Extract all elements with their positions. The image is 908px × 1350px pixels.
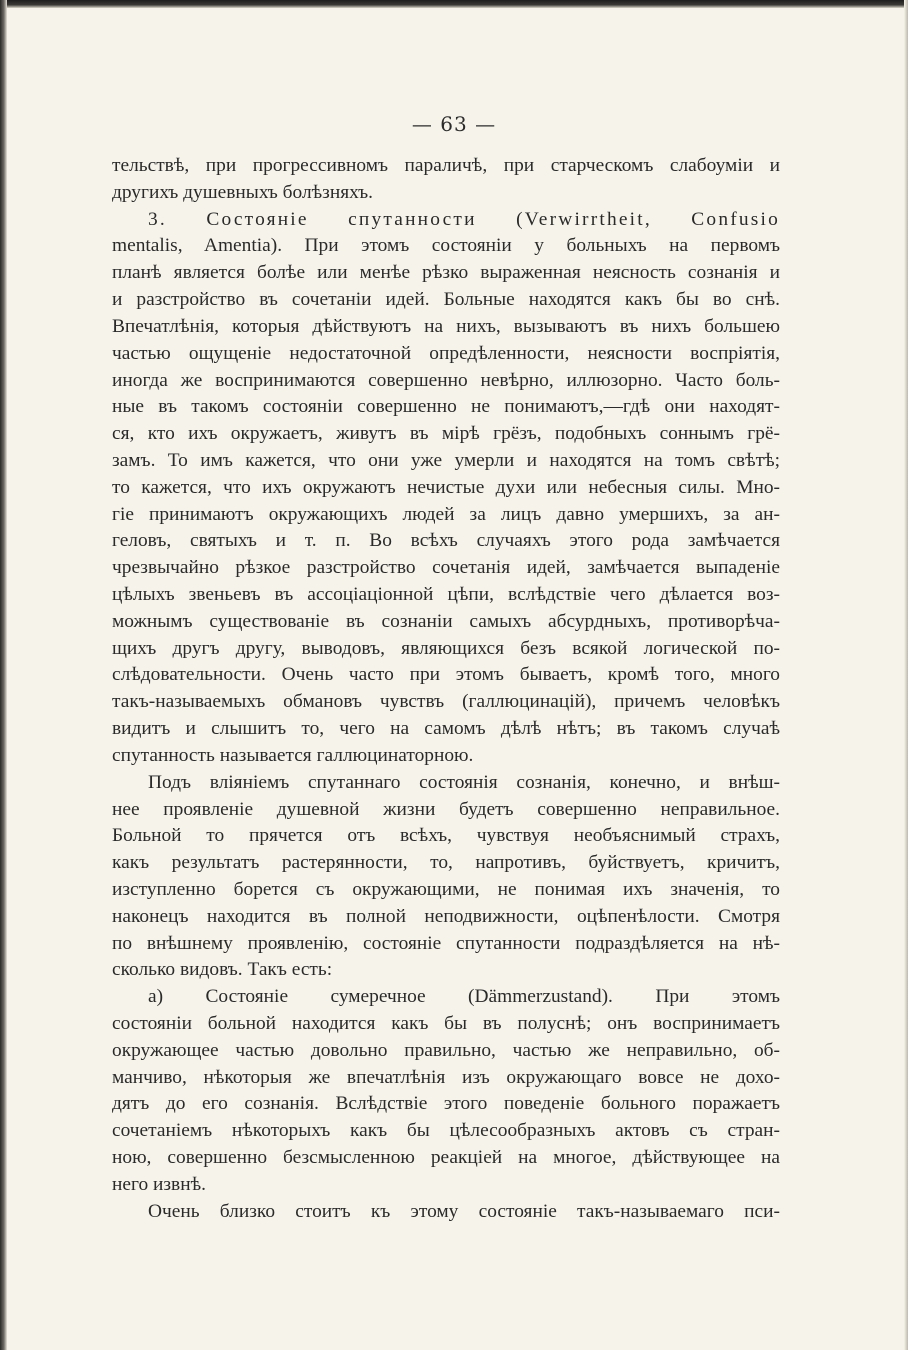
- text-line: замъ. То имъ кажется, что они уже умерли и находятся на томъ свѣтѣ;: [112, 449, 780, 471]
- text-line: частью ощущеніе недостаточной опредѣленности, неясности воспріятія,: [112, 342, 780, 364]
- text-line: Подъ вліяніемъ спутаннаго состоянія сознанія, конечно, и внѣш-: [148, 771, 780, 793]
- subsection-heading-line: а) Состояніе сумеречное (Dämmerzustand). При этомъ: [148, 986, 780, 1008]
- text-line: наконецъ находится въ полной неподвижности, оцѣпенѣлости. Смотря: [112, 905, 780, 927]
- text-line: слѣдовательности. Очень часто при этомъ бываетъ, кромѣ того, много: [112, 664, 780, 686]
- text-line: нее проявленіе душевной жизни будетъ совершенно неправильное.: [112, 798, 780, 820]
- text-line: чрезвычайно рѣзкое разстройство сочетанія идей, замѣчается выпаденіе: [112, 557, 780, 579]
- page-right-edge: [904, 0, 908, 1350]
- text-line: Больной то прячется отъ всѣхъ, чувствуя необъяснимый страхъ,: [112, 825, 780, 847]
- page-number: — 63 —: [411, 112, 497, 136]
- text-line: состояніи больной находится какъ бы въ полуснѣ; онъ воспринимаетъ: [112, 1013, 780, 1034]
- text-line: спутанность называется галлюцинаторною.: [112, 744, 474, 766]
- text-line: другихъ душевныхъ болѣзняхъ.: [112, 181, 373, 203]
- text-line: какъ результатъ растерянности, то, напротивъ, буйствуетъ, кричитъ,: [112, 852, 780, 874]
- text-line: ные въ такомъ состояніи совершенно не понимаютъ,—гдѣ они находят-: [112, 396, 780, 418]
- text-line: Впечатлѣнія, которыя дѣйствуютъ на нихъ, вызываютъ въ нихъ большею: [112, 315, 780, 337]
- text-line: изступленно борется съ окружающими, не понимая ихъ значенія, то: [112, 878, 780, 900]
- section-heading-line: 3. Состояніе спутанности (Verwirrtheit, Confusio: [148, 208, 780, 230]
- text-line: сочетаніемъ нѣкоторыхъ какъ бы цѣлесообразныхъ актовъ съ стран-: [112, 1120, 780, 1142]
- text-line: него извнѣ.: [112, 1173, 206, 1195]
- text-line: Очень близко стоитъ къ этому состояніе такъ-называемаго пси-: [148, 1200, 780, 1222]
- text-line: гіе принимаютъ окружающихъ людей за лицъ давно умершихъ, за ан-: [112, 503, 780, 525]
- text-line: такъ-называемыхъ обмановъ чувствъ (галлюцинацій), причемъ человѣкъ: [112, 691, 780, 713]
- text-line: видитъ и слышитъ то, чего на самомъ дѣлѣ нѣтъ; въ такомъ случаѣ: [112, 718, 780, 740]
- text-line: манчиво, нѣкоторыя же впечатлѣнія изъ окружающаго вовсе не дохо-: [112, 1066, 780, 1088]
- body-text: [112, 153, 780, 1226]
- text-line: и разстройство въ сочетаніи идей. Больные находятся какъ бы во снѣ.: [112, 289, 780, 311]
- text-line: ся, кто ихъ окружаетъ, живутъ въ мірѣ грёзъ, подобныхъ соннымъ грё-: [112, 423, 780, 445]
- text-line: планѣ является болѣе или менѣе рѣзко выраженная неясность сознанія и: [112, 262, 780, 284]
- text-line: цѣлыхъ звеньевъ въ ассоціаціонной цѣпи, вслѣдствіе чего дѣлается воз-: [112, 584, 780, 605]
- text-line: щихъ другъ другу, выводовъ, являющихся безъ всякой логической по-: [112, 637, 780, 659]
- text-line: тельствѣ, при прогрессивномъ параличѣ, при старческомъ слабоуміи и: [112, 155, 780, 176]
- book-binding-edge: [0, 0, 7, 1350]
- text-line: дятъ до его сознанія. Вслѣдствіе этого поведеніе больного поражаетъ: [112, 1093, 780, 1115]
- text-line: окружающее частью довольно правильно, частью же неправильно, об-: [112, 1039, 780, 1061]
- text-line: по внѣшнему проявленію, состояніе спутанности подраздѣляется на нѣ-: [112, 932, 780, 954]
- text-line: иногда же воспринимаются совершенно невѣрно, иллюзорно. Часто боль-: [112, 369, 780, 391]
- text-line: mentalis, Amentia). При этомъ состояніи у больныхъ на первомъ: [112, 235, 780, 257]
- text-line: геловъ, святыхъ и т. п. Во всѣхъ случаяхъ этого рода замѣчается: [112, 530, 780, 552]
- text-line: можнымъ существованіе въ сознаніи самыхъ абсурдныхъ, противорѣча-: [112, 610, 780, 632]
- text-line: сколько видовъ. Такъ есть:: [112, 959, 333, 981]
- page-top-edge: [0, 0, 908, 8]
- text-line: то кажется, что ихъ окружаютъ нечистые духи или небесныя силы. Мно-: [112, 476, 780, 498]
- text-line: ною, совершенно безсмысленною реакціей на многое, дѣйствующее на: [112, 1147, 780, 1169]
